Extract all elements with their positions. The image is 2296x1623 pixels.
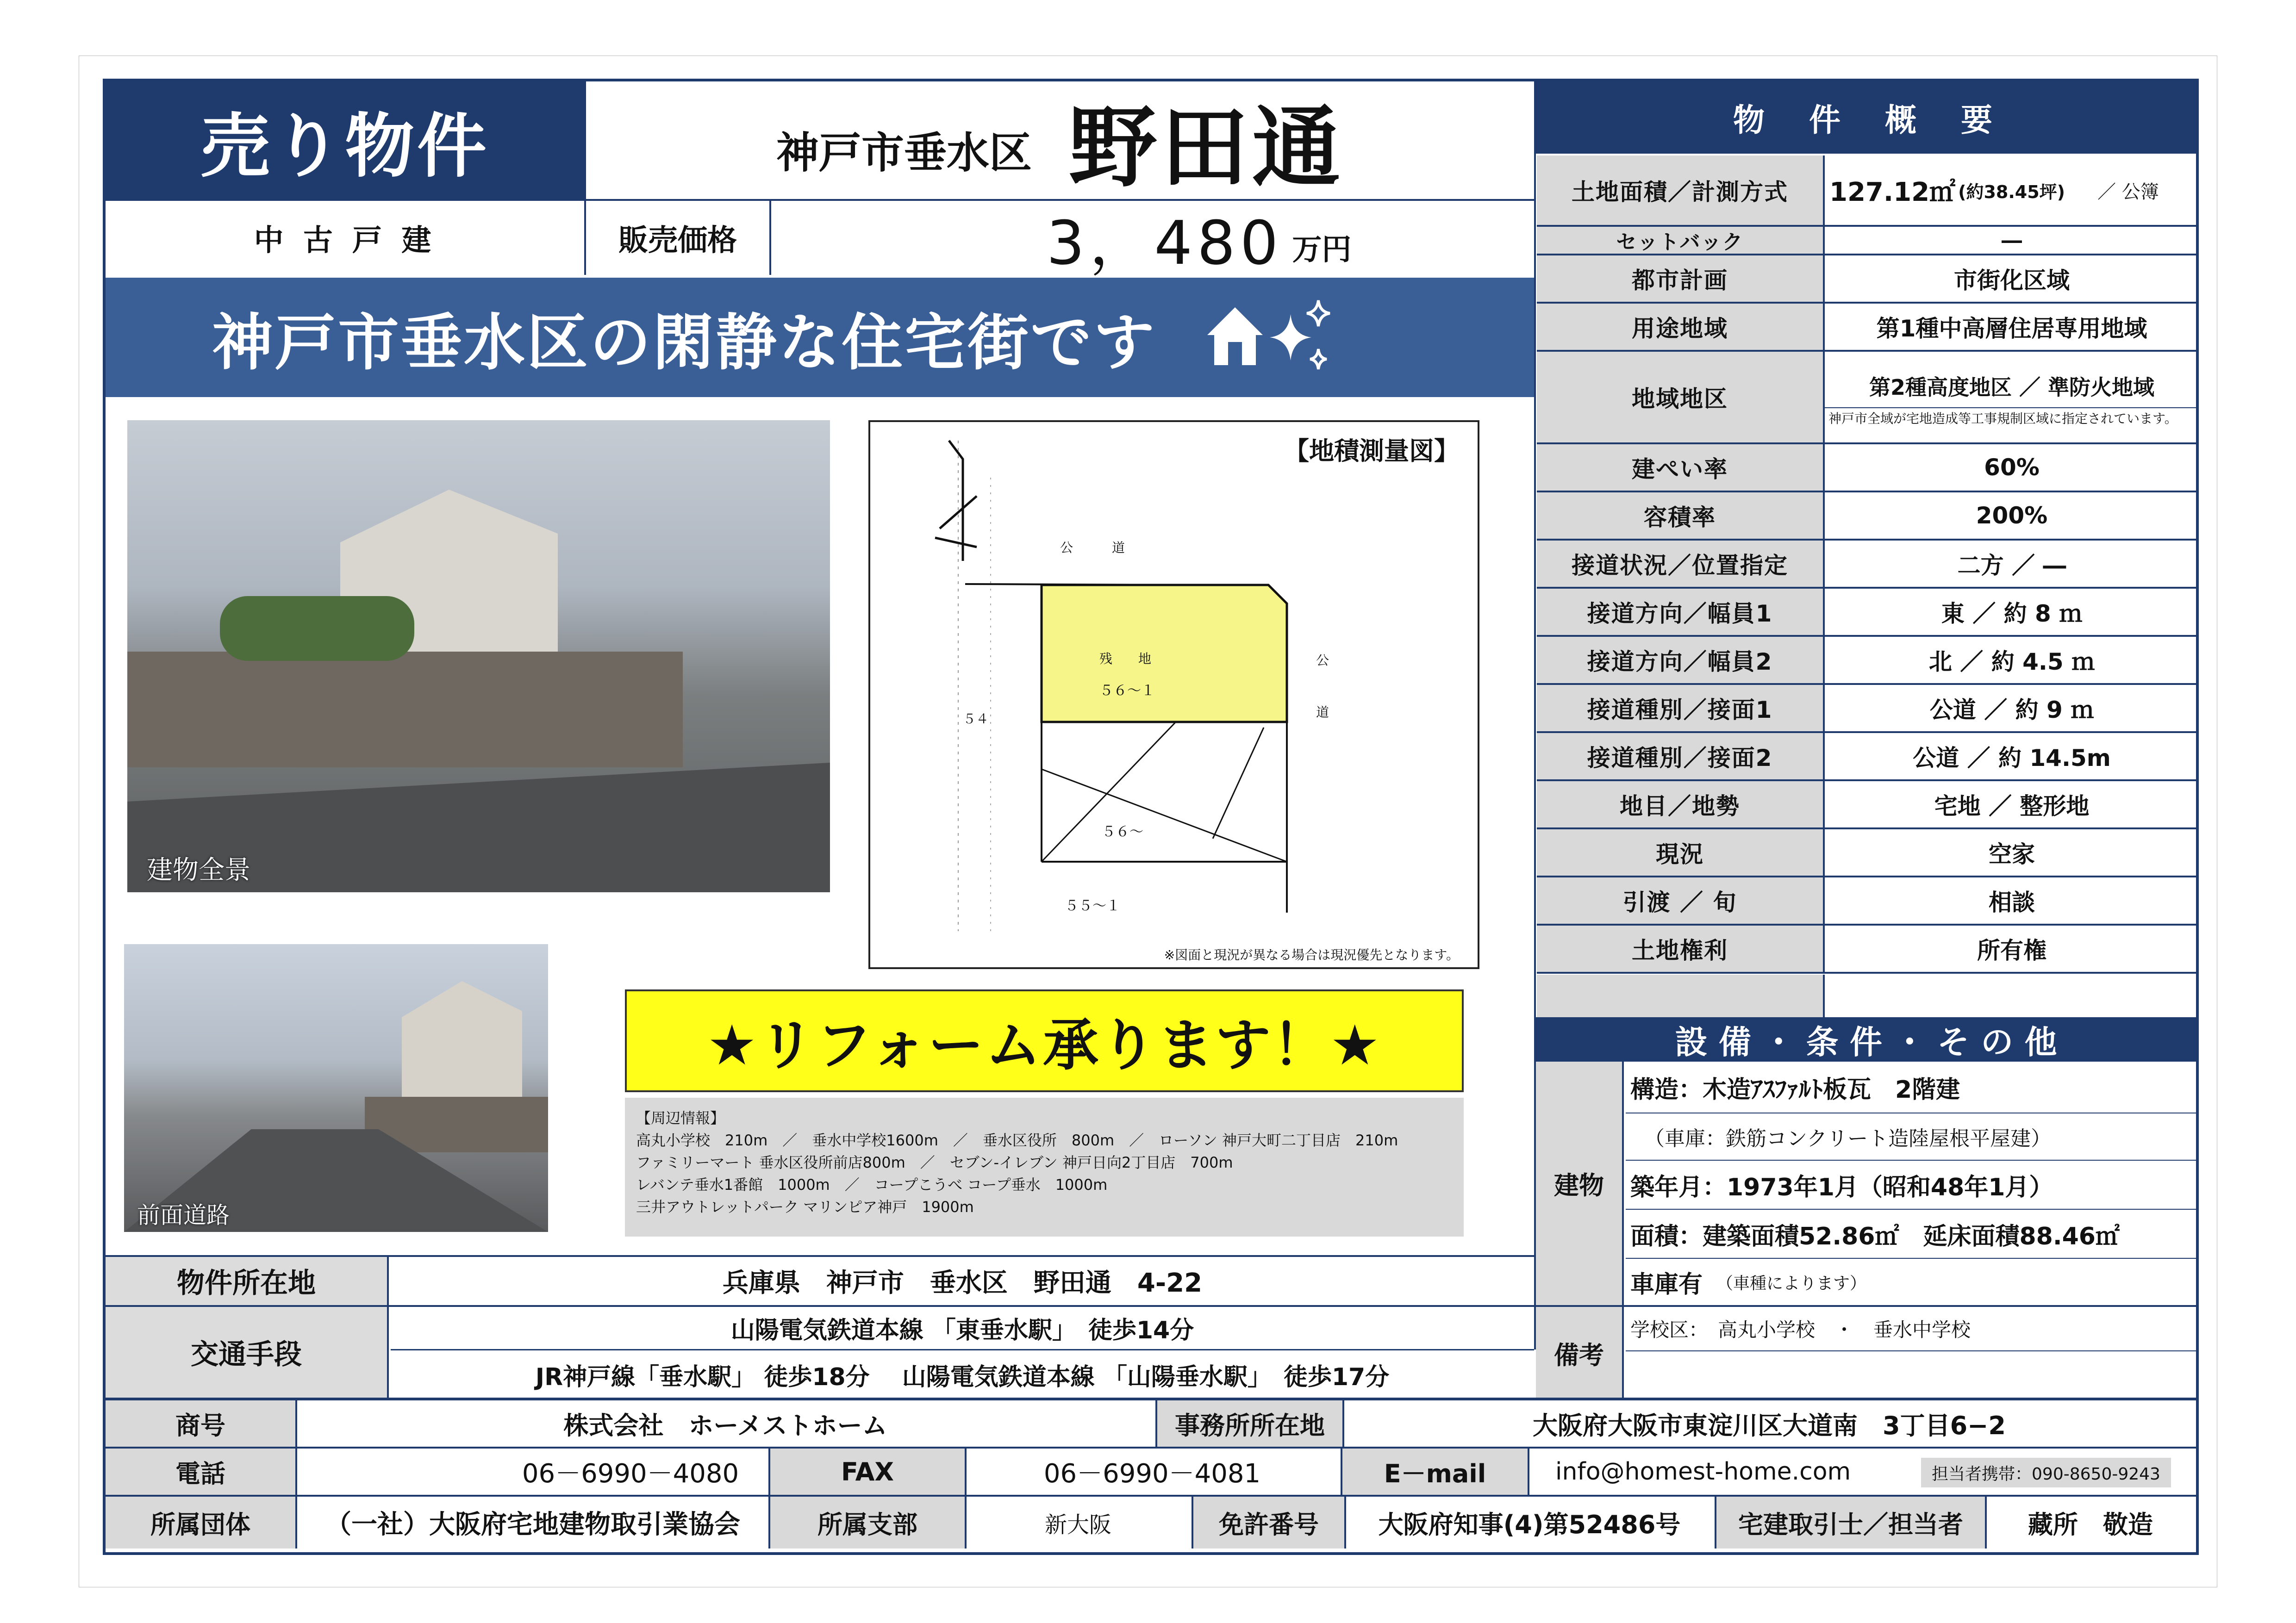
- overview-row: [1537, 926, 2199, 974]
- row-label: 接道種別／接面1: [1537, 685, 1825, 731]
- lot-56-label: ５６〜: [1102, 824, 1143, 840]
- tel-label: 電話: [106, 1449, 297, 1495]
- row-label: 接道状況／位置指定: [1537, 541, 1825, 587]
- company-name-label: 商号: [106, 1400, 297, 1447]
- city-name: 神戸市垂水区: [776, 128, 1032, 178]
- address-text: 兵庫県 神戸市 垂水区 野田通 4-22: [722, 1268, 1203, 1298]
- email[interactable]: info@homest-home.com: [1555, 1458, 1851, 1486]
- remarks-label-text: 備考: [1554, 1340, 1604, 1370]
- surroundings-line: レバンテ垂水1番館 1000m ／ コープこうべ コープ垂水 1000m: [636, 1176, 1108, 1194]
- sale-badge-text: 売り物件: [200, 106, 489, 187]
- property-type-text: 中 古 戸 建: [254, 224, 436, 258]
- overview-row: [1537, 304, 2199, 352]
- row-label: 容積率: [1537, 492, 1825, 539]
- overview-row: [1537, 255, 2199, 304]
- association: （一社）大阪府宅地建物取引業協会: [325, 1510, 740, 1540]
- row-value: 60%: [1984, 454, 2040, 481]
- overview-row: [1537, 444, 2199, 492]
- land-area-sqm: 127.12㎡: [1829, 177, 1956, 207]
- row-value: 200%: [1976, 502, 2048, 529]
- headline-banner: [106, 278, 1534, 397]
- road-photo: [124, 944, 548, 1232]
- land-area-row: [1537, 155, 2199, 227]
- blank-row: [1537, 975, 2199, 1017]
- garage-row: [1626, 1259, 2196, 1305]
- overview-row: [1537, 589, 2199, 637]
- building-details: [1626, 1062, 2196, 1305]
- school-district: [1626, 1307, 2196, 1351]
- price-unit: 万円: [1292, 233, 1352, 267]
- floor-area: 面積：建築面積52.86㎡ 延床面積88.46㎡: [1626, 1210, 2196, 1259]
- title-area: [584, 81, 1534, 199]
- surroundings-box: [625, 1098, 1464, 1237]
- building-photo: [127, 420, 830, 892]
- price-label-text: 販売価格: [618, 224, 737, 258]
- surroundings-line: 高丸小学校 210m ／ 垂水中学校1600m ／ 垂水区役所 800m ／ ローソン 神戸大町二丁目店 210m: [636, 1132, 1398, 1149]
- sale-badge: [106, 81, 584, 199]
- setback-label: セットバック: [1537, 227, 1825, 254]
- reform-banner: [625, 989, 1464, 1092]
- branch-label: 所属支部: [768, 1497, 967, 1548]
- row-label: 接道種別／接面2: [1537, 733, 1825, 779]
- surroundings-line: ファミリーマート 垂水区役所前店800m ／ セブン-イレブン 神戸日向2丁目店 700m: [636, 1154, 1233, 1171]
- photo-caption: 前面道路: [137, 1202, 230, 1229]
- lot-number: ５６〜１: [1099, 683, 1155, 699]
- mobile-number: 担当者携帯：090-8650-9243: [1921, 1458, 2171, 1487]
- address: [391, 1257, 1534, 1305]
- transport-1-text: 山陽電気鉄道本線 「東垂水駅」 徒歩14分: [730, 1317, 1194, 1344]
- branch: 新大阪: [1044, 1511, 1111, 1538]
- land-area-value: [1825, 155, 2199, 225]
- office-label: 事務所所在地: [1155, 1400, 1344, 1447]
- overview-row: [1537, 637, 2199, 685]
- license-label: 免許番号: [1192, 1497, 1346, 1548]
- row-label: 現況: [1537, 829, 1825, 876]
- house-sparkle-icon: [1203, 296, 1341, 379]
- price-value: 3，480: [1046, 207, 1283, 278]
- row-value: 所有権: [1977, 937, 2046, 964]
- row-value: 公道 ／ 約 14.5m: [1913, 745, 2111, 771]
- garage-note: （車種によります）: [1716, 1274, 1867, 1293]
- row-value: 北 ／ 約 4.5 ｍ: [1928, 648, 2095, 675]
- garage: 車庫有: [1630, 1270, 1703, 1299]
- survey-map: [868, 420, 1479, 969]
- blank-cell: [1537, 975, 1825, 1017]
- overview-row: [1537, 492, 2199, 541]
- district-row: [1537, 352, 2199, 444]
- address-label-text: 物件所在地: [177, 1267, 316, 1300]
- photo-caption: 建物全景: [147, 855, 250, 885]
- lot-54-label: ５４: [963, 711, 989, 727]
- transport-2: [391, 1351, 1534, 1398]
- surroundings-title: 【周辺情報】: [636, 1109, 725, 1127]
- property-type: [106, 201, 584, 275]
- remarks-label: [1536, 1307, 1624, 1399]
- retaining-wall: [127, 652, 683, 767]
- district-note: 神戸市全域が宅地造成等工事規制区域に指定されています。: [1828, 411, 2177, 426]
- transport-label-text: 交通手段: [191, 1338, 302, 1371]
- facilities-header: [1536, 1017, 2196, 1062]
- trees: [220, 596, 414, 661]
- overview-header: [1536, 81, 2196, 154]
- reform-text: ★リフォーム承ります！★: [707, 1014, 1382, 1078]
- row-label: 接道方向／幅員1: [1537, 589, 1825, 635]
- setback-row: [1537, 227, 2199, 255]
- row-value: 相談: [1989, 889, 2035, 916]
- district-zones: 第2種高度地区 ／ 準防火地域: [1825, 365, 2199, 408]
- land-area-tsubo: (約38.45坪): [1958, 181, 2065, 202]
- survey-drawing: [870, 422, 1478, 940]
- overview-row: [1537, 877, 2199, 926]
- overview-row: [1537, 541, 2199, 589]
- row-label: 都市計画: [1537, 255, 1825, 302]
- row-label: 建ぺい率: [1537, 444, 1825, 491]
- row-label: 用途地域: [1537, 304, 1825, 350]
- fax: 06－6990－4081: [1043, 1459, 1261, 1489]
- overview-row: [1537, 685, 2199, 733]
- facilities-title: 設 備 ・ 条 件 ・ そ の 他: [1675, 1023, 2057, 1061]
- row-label: 土地権利: [1537, 926, 1825, 972]
- price: [773, 201, 1532, 278]
- row-value: 空家: [1989, 841, 2035, 868]
- company-name: 株式会社 ホーメストホーム: [563, 1411, 887, 1440]
- row-value: 市街化区域: [1954, 267, 2070, 294]
- surroundings-line: 三井アウトレットパーク マリンピア神戸 1900m: [636, 1198, 974, 1216]
- land-measure-method: ／ 公簿: [2097, 181, 2159, 203]
- garage-structure: （車庫：鉄筋コンクリート造陸屋根平屋建）: [1626, 1113, 2196, 1161]
- overview-row: [1537, 829, 2199, 877]
- built-date: 築年月：1973年1月（昭和48年1月）: [1626, 1161, 2196, 1210]
- row-value: 二方 ／ ―: [1957, 552, 2066, 579]
- email-label: E－mail: [1341, 1449, 1529, 1495]
- blank-cell: [1825, 975, 2199, 1017]
- survey-note: ※図面と現況が異なる場合は現況優先となります。: [1164, 947, 1459, 963]
- building-label-text: 建物: [1554, 1170, 1604, 1200]
- school-district-text: 学校区： 高丸小学校 ・ 垂水中学校: [1630, 1318, 1971, 1341]
- road-top-label: 公 道: [1060, 540, 1125, 555]
- row-label: 引渡 ／ 旬: [1537, 877, 1825, 924]
- building-label: [1536, 1062, 1624, 1305]
- license: 大阪府知事(4)第52486号: [1378, 1510, 1681, 1539]
- survey-title: 【地積測量図】: [1284, 436, 1459, 466]
- overview-row: [1537, 733, 2199, 781]
- transport-2-text: JR神戸線「垂水駅」 徒歩18分 山陽電気鉄道本線 「山陽垂水駅」 徒歩17分: [535, 1363, 1390, 1391]
- address-label: [106, 1257, 389, 1305]
- row-value: 第1種中高層住居専用地域: [1876, 315, 2147, 342]
- lot-55-label: ５５〜１: [1065, 898, 1120, 914]
- agent: 藏所 敬造: [2028, 1510, 2153, 1539]
- tel: 06－6990－4080: [522, 1459, 739, 1489]
- price-label: [586, 201, 771, 275]
- transport-label: [106, 1307, 389, 1398]
- land-area-label: 土地面積／計測方式: [1537, 155, 1825, 225]
- overview-title: 物 件 概 要: [1733, 102, 1999, 139]
- office-address: 大阪府大阪市東淀川区大道南 3丁目6−2: [1533, 1411, 2006, 1440]
- area-name: 野田通: [1069, 96, 1344, 199]
- transport-1: [391, 1307, 1534, 1350]
- row-label: 地目／地勢: [1537, 781, 1825, 827]
- lot-label: 残 地: [1099, 651, 1152, 666]
- district-label: 地域地区: [1537, 352, 1825, 442]
- fax-label: FAX: [768, 1449, 967, 1495]
- row-value: 公道 ／ 約 9 ｍ: [1929, 696, 2094, 723]
- agent-label: 宅建取引士／担当者: [1715, 1497, 1987, 1548]
- row-value: 東 ／ 約 8 ｍ: [1941, 600, 2083, 627]
- overview-row: [1537, 781, 2199, 829]
- row-label: 接道方向／幅員2: [1537, 637, 1825, 683]
- setback-value: ―: [2002, 228, 2022, 252]
- structure: 構造：木造ｱｽﾌｧﾙﾄ板瓦 2階建: [1626, 1062, 2196, 1113]
- building-shape: [402, 981, 522, 1101]
- road-right-label: 公 道: [1314, 653, 1329, 718]
- association-label: 所属団体: [106, 1497, 297, 1548]
- headline-text: 神戸市垂水区の閑静な住宅街です: [212, 307, 1156, 379]
- row-value: 宅地 ／ 整形地: [1934, 793, 2090, 820]
- district-value: [1825, 352, 2199, 442]
